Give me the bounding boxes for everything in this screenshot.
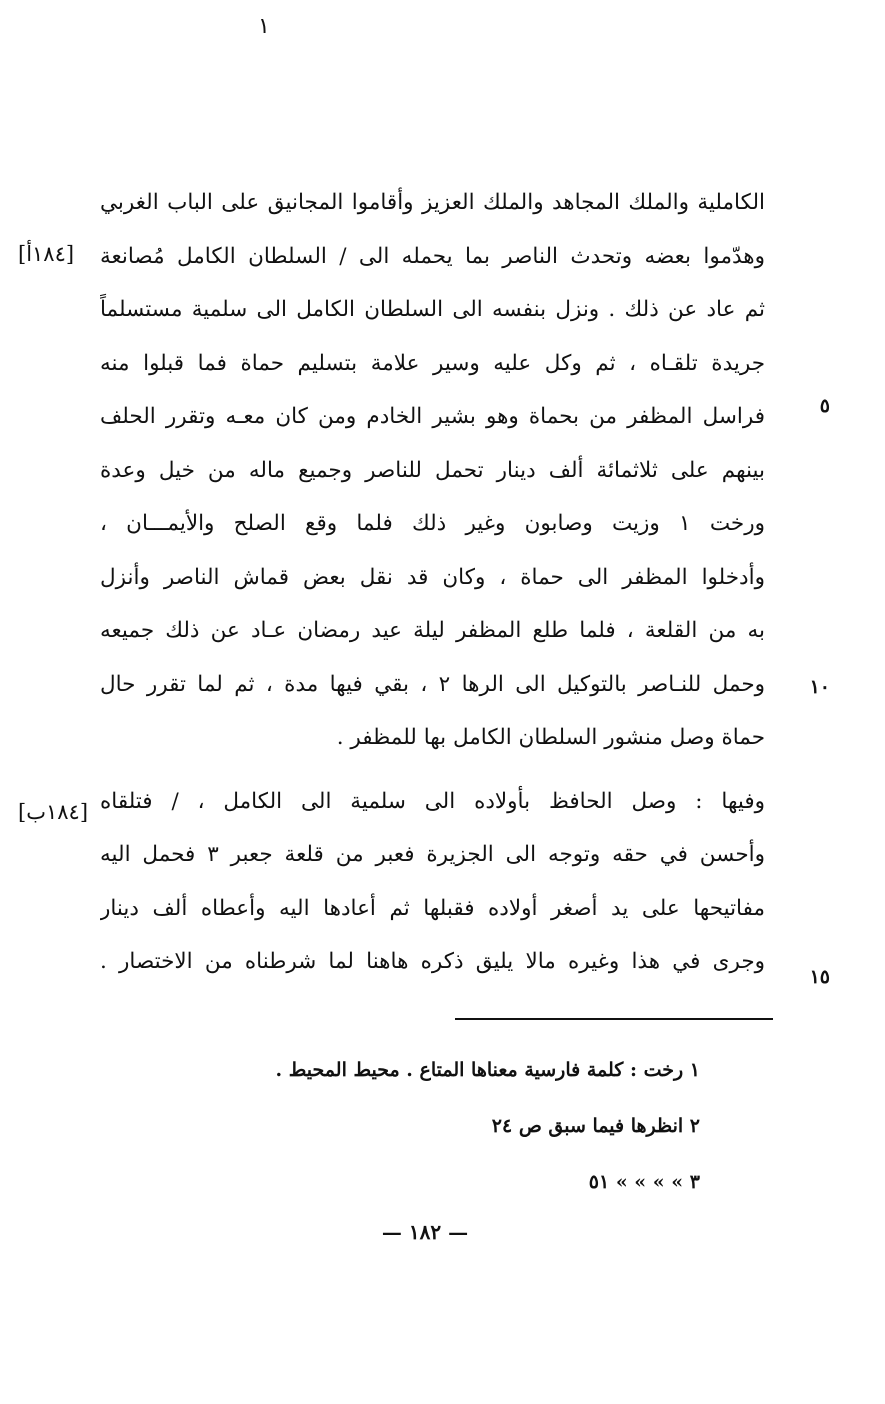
- text-line: به من القلعة ، فلما طلع المظفر ليلة عيد رمضان عـاد عن ذلك جميعه: [100, 618, 765, 643]
- footnotes: [200, 1042, 700, 1210]
- text-line: حماة وصل منشور السلطان الكامل بها للمظفر .: [336, 725, 765, 750]
- text-line: وأحسن في حقه وتوجه الى الجزيرة فعبر من قلعة جعبر ٣ فحمل اليه: [100, 842, 765, 867]
- text-line: وجرى في هذا وغيره مالا يليق ذكره هاهنا لما شرطناه من الاختصار .: [100, 949, 765, 974]
- folio-ref-184b: [١٨٤ب]: [18, 800, 89, 824]
- footnote-1: ١ رخت : كلمة فارسية معناها المتاع . محيط المحيط .: [275, 1059, 700, 1081]
- text-line: ورخت ١ وزيت وصابون وغير ذلك فلما وقع الصلح والأيمـــان ،: [100, 511, 765, 536]
- line-number-15: ١٥: [809, 966, 830, 988]
- line-number-5: ٥: [819, 395, 830, 417]
- text-line: مفاتيحها على يد أصغر أولاده فقبلها ثم أعادها اليه وأعطاه ألف دينار: [100, 895, 765, 921]
- header-mark: ١: [258, 14, 270, 39]
- text-line: وأدخلوا المظفر الى حماة ، وكان قد نقل بعض قماش الناصر وأنزل: [100, 564, 765, 590]
- folio-ref-184a: [١٨٤أ]: [18, 242, 75, 266]
- text-line: جريدة تلقـاه ، ثم وكل عليه وسير علامة بتسليم حماة فما قبلوا منه: [100, 350, 765, 376]
- text-line: وفيها : وصل الحافظ بأولاده الى سلمية الى الكامل ، / فتلقاه: [100, 788, 765, 814]
- text-line: الكاملية والملك المجاهد والملك العزيز وأقاموا المجانيق على الباب الغربي: [100, 190, 765, 215]
- page-number: — ١٨٢ —: [381, 1220, 469, 1244]
- text-line: وحمل للنـاصر بالتوكيل الى الرها ٢ ، بقي فيها مدة ، ثم لما تقرر حال: [100, 671, 765, 697]
- main-text: [100, 176, 765, 989]
- text-line: فراسل المظفر من بحماة وهو بشير الخادم ومن كان معـه وتقرر الحلف: [100, 404, 765, 429]
- text-line: وهدّموا بعضه وتحدث الناصر بما يحمله الى / السلطان الكامل مُصانعة: [100, 243, 765, 269]
- text-line: بينهم على ثلاثمائة ألف دينار تحمل للناصر وجميع ماله من خيل وعدة: [100, 457, 765, 483]
- footnote-3: ٣ » » » » ٥١: [588, 1171, 700, 1193]
- paragraph-gap: [100, 765, 765, 775]
- footnote-rule: [455, 1018, 773, 1020]
- text-line: ثم عاد عن ذلك . ونزل بنفسه الى السلطان الكامل الى سلمية مستسلماً: [100, 297, 765, 322]
- footnote-2: ٢ انظرها فيما سبق ص ٢٤: [491, 1115, 700, 1137]
- line-number-10: ١٠: [809, 676, 830, 698]
